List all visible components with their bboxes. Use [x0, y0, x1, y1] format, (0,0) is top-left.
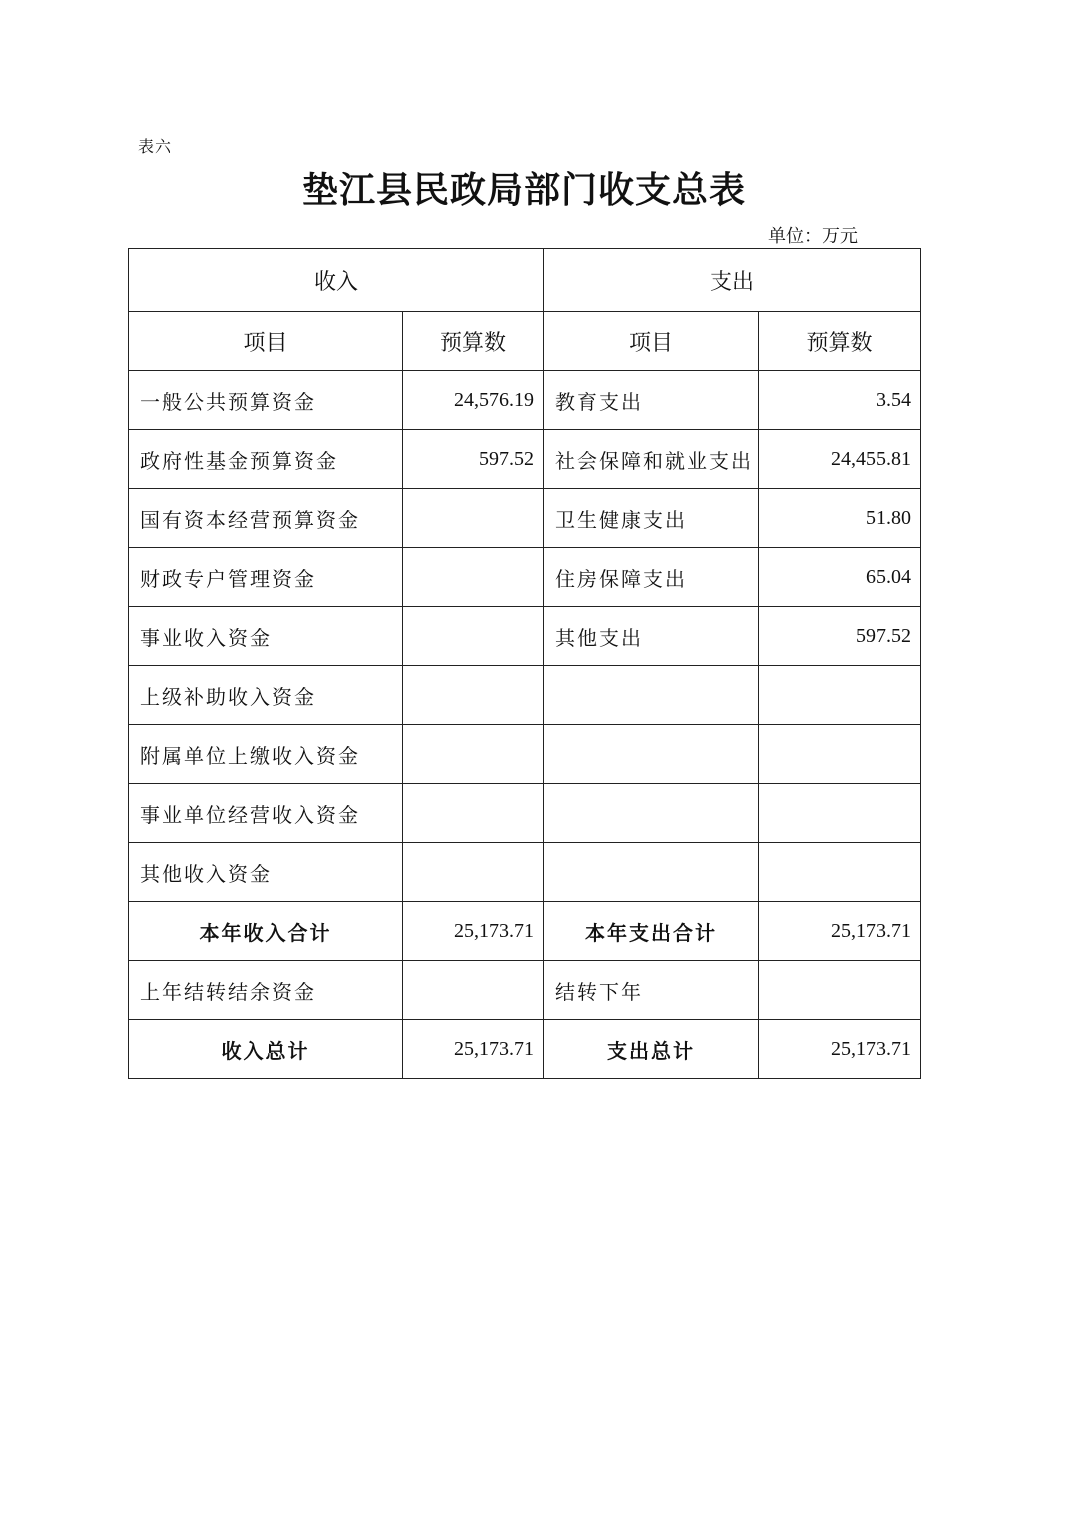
income-value-cell: 597.52	[403, 430, 544, 489]
year-total-row-expense-value: 25,173.71	[759, 902, 921, 961]
income-item-column-header: 项目	[129, 312, 403, 371]
table-row	[129, 666, 921, 725]
table-row	[129, 607, 921, 666]
income-value-cell	[403, 607, 544, 666]
document-title: 垫江县民政局部门收支总表	[301, 169, 746, 211]
income-item-cell: 国有资本经营预算资金	[129, 489, 403, 548]
expense-value-cell: 3.54	[759, 371, 921, 430]
table-row	[129, 548, 921, 607]
expense-item-cell	[544, 725, 759, 784]
year-total-row	[129, 902, 921, 961]
income-value-cell	[403, 784, 544, 843]
income-value-cell	[403, 489, 544, 548]
income-item-cell: 政府性基金预算资金	[129, 430, 403, 489]
expense-value-cell: 51.80	[759, 489, 921, 548]
income-value-cell	[403, 725, 544, 784]
table-number-label: 表六	[138, 137, 173, 156]
section-header-row	[129, 249, 921, 312]
column-header-row	[129, 312, 921, 371]
expense-value-cell: 24,455.81	[759, 430, 921, 489]
expense-item-cell: 卫生健康支出	[544, 489, 759, 548]
budget-summary-table	[128, 248, 921, 1079]
grand-total-row-income-label: 收入总计	[129, 1020, 403, 1079]
income-value-cell	[403, 548, 544, 607]
table-row	[129, 489, 921, 548]
table-row	[129, 725, 921, 784]
table-row	[129, 784, 921, 843]
income-item-cell: 其他收入资金	[129, 843, 403, 902]
grand-total-row	[129, 1020, 921, 1079]
income-value-cell: 24,576.19	[403, 371, 544, 430]
expense-value-cell	[759, 843, 921, 902]
income-item-cell: 事业单位经营收入资金	[129, 784, 403, 843]
expense-item-cell: 社会保障和就业支出	[544, 430, 759, 489]
carryover-row-income-value	[403, 961, 544, 1020]
income-budget-column-header: 预算数	[403, 312, 544, 371]
expense-item-cell	[544, 666, 759, 725]
table-row	[129, 371, 921, 430]
expense-section-header: 支出	[544, 249, 921, 312]
income-section-header: 收入	[129, 249, 544, 312]
year-total-row-income-value: 25,173.71	[403, 902, 544, 961]
expense-item-cell: 其他支出	[544, 607, 759, 666]
unit-label: 单位：万元	[768, 226, 858, 247]
expense-value-cell: 65.04	[759, 548, 921, 607]
expense-budget-column-header: 预算数	[759, 312, 921, 371]
expense-value-cell	[759, 725, 921, 784]
table-row	[129, 430, 921, 489]
income-item-cell: 附属单位上缴收入资金	[129, 725, 403, 784]
income-item-cell: 财政专户管理资金	[129, 548, 403, 607]
expense-item-cell: 住房保障支出	[544, 548, 759, 607]
expense-value-cell	[759, 666, 921, 725]
table-row	[129, 843, 921, 902]
income-item-cell: 事业收入资金	[129, 607, 403, 666]
carryover-row-expense-value	[759, 961, 921, 1020]
grand-total-row-expense-label: 支出总计	[544, 1020, 759, 1079]
year-total-row-income-label: 本年收入合计	[129, 902, 403, 961]
carryover-row-income-label: 上年结转结余资金	[129, 961, 403, 1020]
income-item-cell: 一般公共预算资金	[129, 371, 403, 430]
expense-item-cell	[544, 784, 759, 843]
income-value-cell	[403, 666, 544, 725]
expense-item-cell: 教育支出	[544, 371, 759, 430]
grand-total-row-expense-value: 25,173.71	[759, 1020, 921, 1079]
budget-table-body	[129, 249, 921, 1079]
grand-total-row-income-value: 25,173.71	[403, 1020, 544, 1079]
year-total-row-expense-label: 本年支出合计	[544, 902, 759, 961]
carryover-row	[129, 961, 921, 1020]
carryover-row-expense-label: 结转下年	[544, 961, 759, 1020]
expense-value-cell	[759, 784, 921, 843]
income-item-cell: 上级补助收入资金	[129, 666, 403, 725]
expense-item-column-header: 项目	[544, 312, 759, 371]
expense-item-cell	[544, 843, 759, 902]
income-value-cell	[403, 843, 544, 902]
expense-value-cell: 597.52	[759, 607, 921, 666]
